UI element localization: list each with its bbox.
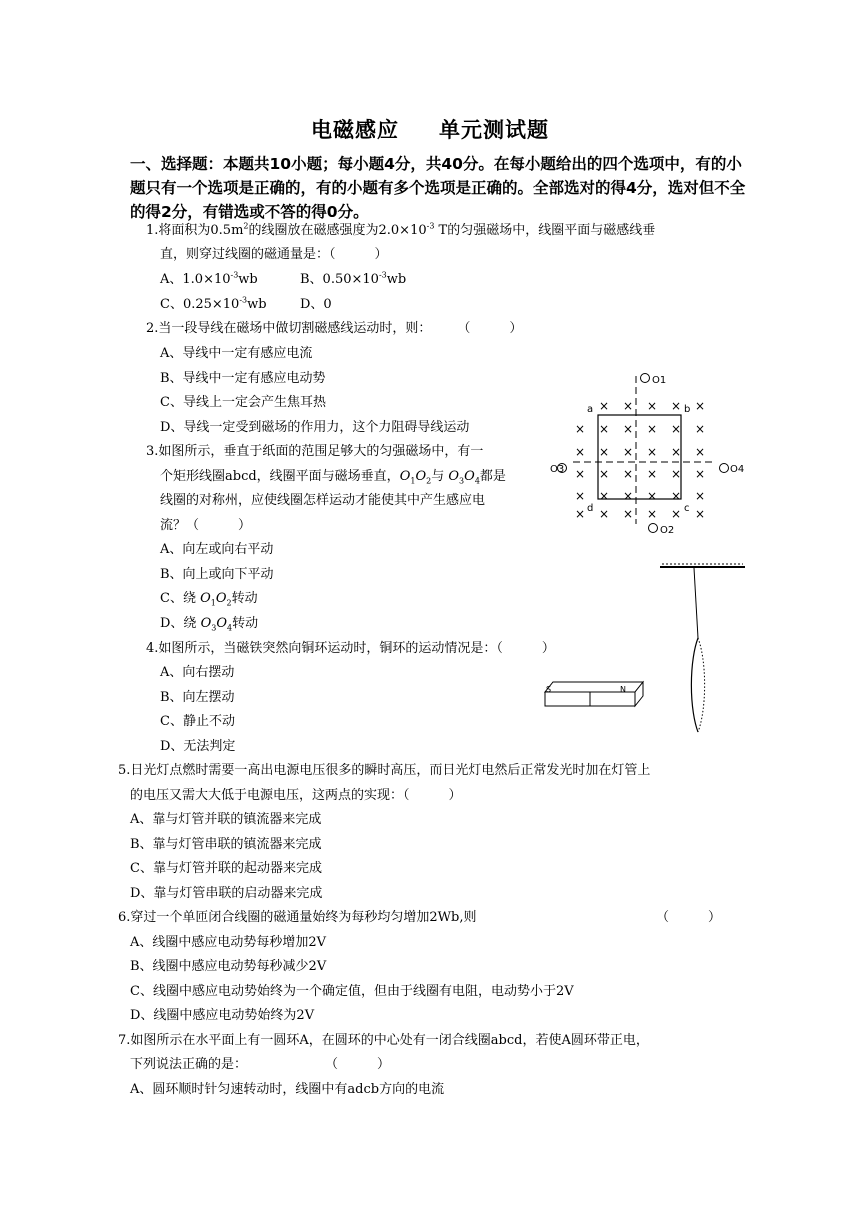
o2-marker [649,524,658,533]
q5-option-c: C、靠与灯管并联的起动器来完成 [130,861,322,876]
magnet-n-label: N [620,685,626,694]
q5-stem-line2: 的电压又需大大低于电源电压，这两点的实现：（ ） [130,788,462,803]
title-left: 电磁感应 [311,118,399,142]
field-cross: × [670,507,682,521]
q5-option-b: B、靠与灯管串联的镇流器来完成 [130,837,322,852]
label-d: d [587,503,594,514]
label-o2: O2 [660,525,675,536]
q5-option-a: A、靠与灯管并联的镇流器来完成 [130,812,322,827]
q1-option-b: B、$0.50\times 10^{-3}wb$ [300,270,407,287]
q6-answer-paren: （ ） [656,910,722,925]
label-a: a [587,404,594,415]
field-cross: × [646,445,658,459]
q6-stem: 6.穿过一个单匝闭合线圈的磁通量始终为每秒均匀增加2Wb,则 [118,910,477,925]
q3-stem-line4: 流？（ ） [160,518,252,533]
field-cross: × [694,507,706,521]
field-cross: × [598,507,610,521]
field-cross: × [646,467,658,481]
coil-abcd [598,415,681,499]
label-c: c [684,503,690,514]
q4-option-d: D、无法判定 [160,739,236,754]
q5-stem-line1: 5.日光灯点燃时需要一高出电源电压很多的瞬时高压，而日光灯电然后正常发光时加在灯管上 [118,763,651,778]
field-cross: × [694,422,706,436]
field-cross: × [598,445,610,459]
q4-stem: 4.如图所示，当磁铁突然向铜环运动时，铜环的运动情况是：（ ） [146,641,555,656]
q2-stem: 2.当一段导线在磁场中做切割磁感线运动时，则： （ ） [146,321,523,336]
magnet-top [545,682,643,692]
q3-option-c: C、绕 $O_1O_2$转动 [160,591,258,608]
field-cross: × [670,399,682,413]
title-right: 单元测试题 [439,118,549,142]
field-cross: × [646,507,658,521]
q7-stem-line1: 7.如图所示在水平面上有一圆环A，在圆环的中心处有一闭合线圈abcd，若使A圆环带正电， [118,1033,649,1048]
field-cross: × [598,422,610,436]
o4-marker [720,464,729,473]
q6-option-d: D、线圈中感应电动势始终为2V [130,1008,315,1023]
q3-stem-line1: 3.如图所示，垂直于纸面的范围足够大的匀强磁场中，有一 [146,444,484,459]
section-heading: 一、选择题：本题共10小题；每小题4分，共40分。在每小题给出的四个选项中，有的小题只有一个选项是正确的，有的小题有多个选项是正确的。全部选对的得4分，选对但不全的得2分，有错选或不答的得0分。 [130,155,746,221]
figure-coil-in-field [548,368,748,538]
q4-option-c: C、静止不动 [160,714,235,729]
copper-ring-back [698,638,705,732]
page-title [0,114,860,144]
q3-option-b: B、向上或向下平动 [160,567,274,582]
field-cross: × [670,489,682,503]
q3-option-a: A、向左或向右平动 [160,542,274,557]
q5-option-d: D、靠与灯管串联的启动器来完成 [130,886,323,901]
field-cross: × [622,445,634,459]
q2-option-d: D、导线一定受到磁场的作用力，这个力阻碍导线运动 [160,420,470,435]
field-cross: × [670,422,682,436]
q6-option-c: C、线圈中感应电动势始终为一个确定值，但由于线圈有电阻，电动势小于2V [130,984,574,999]
q3-stem-line2: 个矩形线圈abcd，线圈平面与磁场垂直，$O_1O_2$与 $O_3O_4$都是 [160,469,506,486]
field-cross: × [598,399,610,413]
q4-option-a: A、向右摆动 [160,665,235,680]
q1-stem-line1: 1.将面积为$0.5m^2$的线圈放在磁感强度为$2.0\times 10^{-3}$ T的匀强磁场中，线圈平面与磁感线垂 [146,221,656,238]
magnet-s-label: S [546,685,552,694]
q2-option-c: C、导线上一定会产生焦耳热 [160,395,326,410]
field-cross: × [622,467,634,481]
q7-option-a: A、圆环顺时针匀速转动时，线圈中有adcb方向的电流 [130,1082,445,1097]
q4-option-b: B、向左摆动 [160,690,235,705]
field-cross: × [646,489,658,503]
q6-option-a: A、线圈中感应电动势每秒增加2V [130,935,327,950]
q2-option-a: A、导线中一定有感应电流 [160,346,313,361]
field-cross: × [574,445,586,459]
q3-option-d: D、绕 $O_3O_4$转动 [160,616,259,633]
field-cross: × [574,507,586,521]
field-cross: × [574,489,586,503]
figure-magnet-ring [540,558,750,738]
field-cross: × [574,467,586,481]
field-cross: × [694,445,706,459]
q1-option-c: C、$0.25\times 10^{-3}wb$ [160,295,267,312]
label-o4: O4 [730,464,745,475]
q1-option-a: A、$1.0\times 10^{-3}wb$ [160,270,258,287]
field-cross: × [694,399,706,413]
field-cross: × [598,489,610,503]
q1-stem-line2: 直，则穿过线圈的磁通量是：（ ） [160,247,388,262]
label-b: b [684,404,691,415]
q3-stem-line3: 线圈的对称州，应使线圈怎样运动才能使其中产生感应电 [160,493,486,508]
field-cross: × [670,467,682,481]
copper-ring-front [691,638,698,732]
field-cross: × [622,489,634,503]
q6-option-b: B、线圈中感应电动势每秒减少2V [130,959,327,974]
field-cross: × [622,507,634,521]
q2-option-b: B、导线中一定有感应电动势 [160,371,326,386]
q7-stem-line2: 下列说法正确的是： （ ） [130,1057,391,1072]
o1-marker [641,374,650,383]
field-cross: × [622,399,634,413]
label-o1: O1 [652,375,667,386]
field-cross: × [694,489,706,503]
string [694,568,698,638]
field-cross: × [670,445,682,459]
field-cross: × [574,422,586,436]
label-o3: O3 [550,464,565,475]
field-cross: × [646,399,658,413]
field-cross: × [622,422,634,436]
field-cross: × [646,422,658,436]
field-cross: × [694,467,706,481]
field-cross: × [598,467,610,481]
q1-option-d: D、0 [300,297,332,312]
